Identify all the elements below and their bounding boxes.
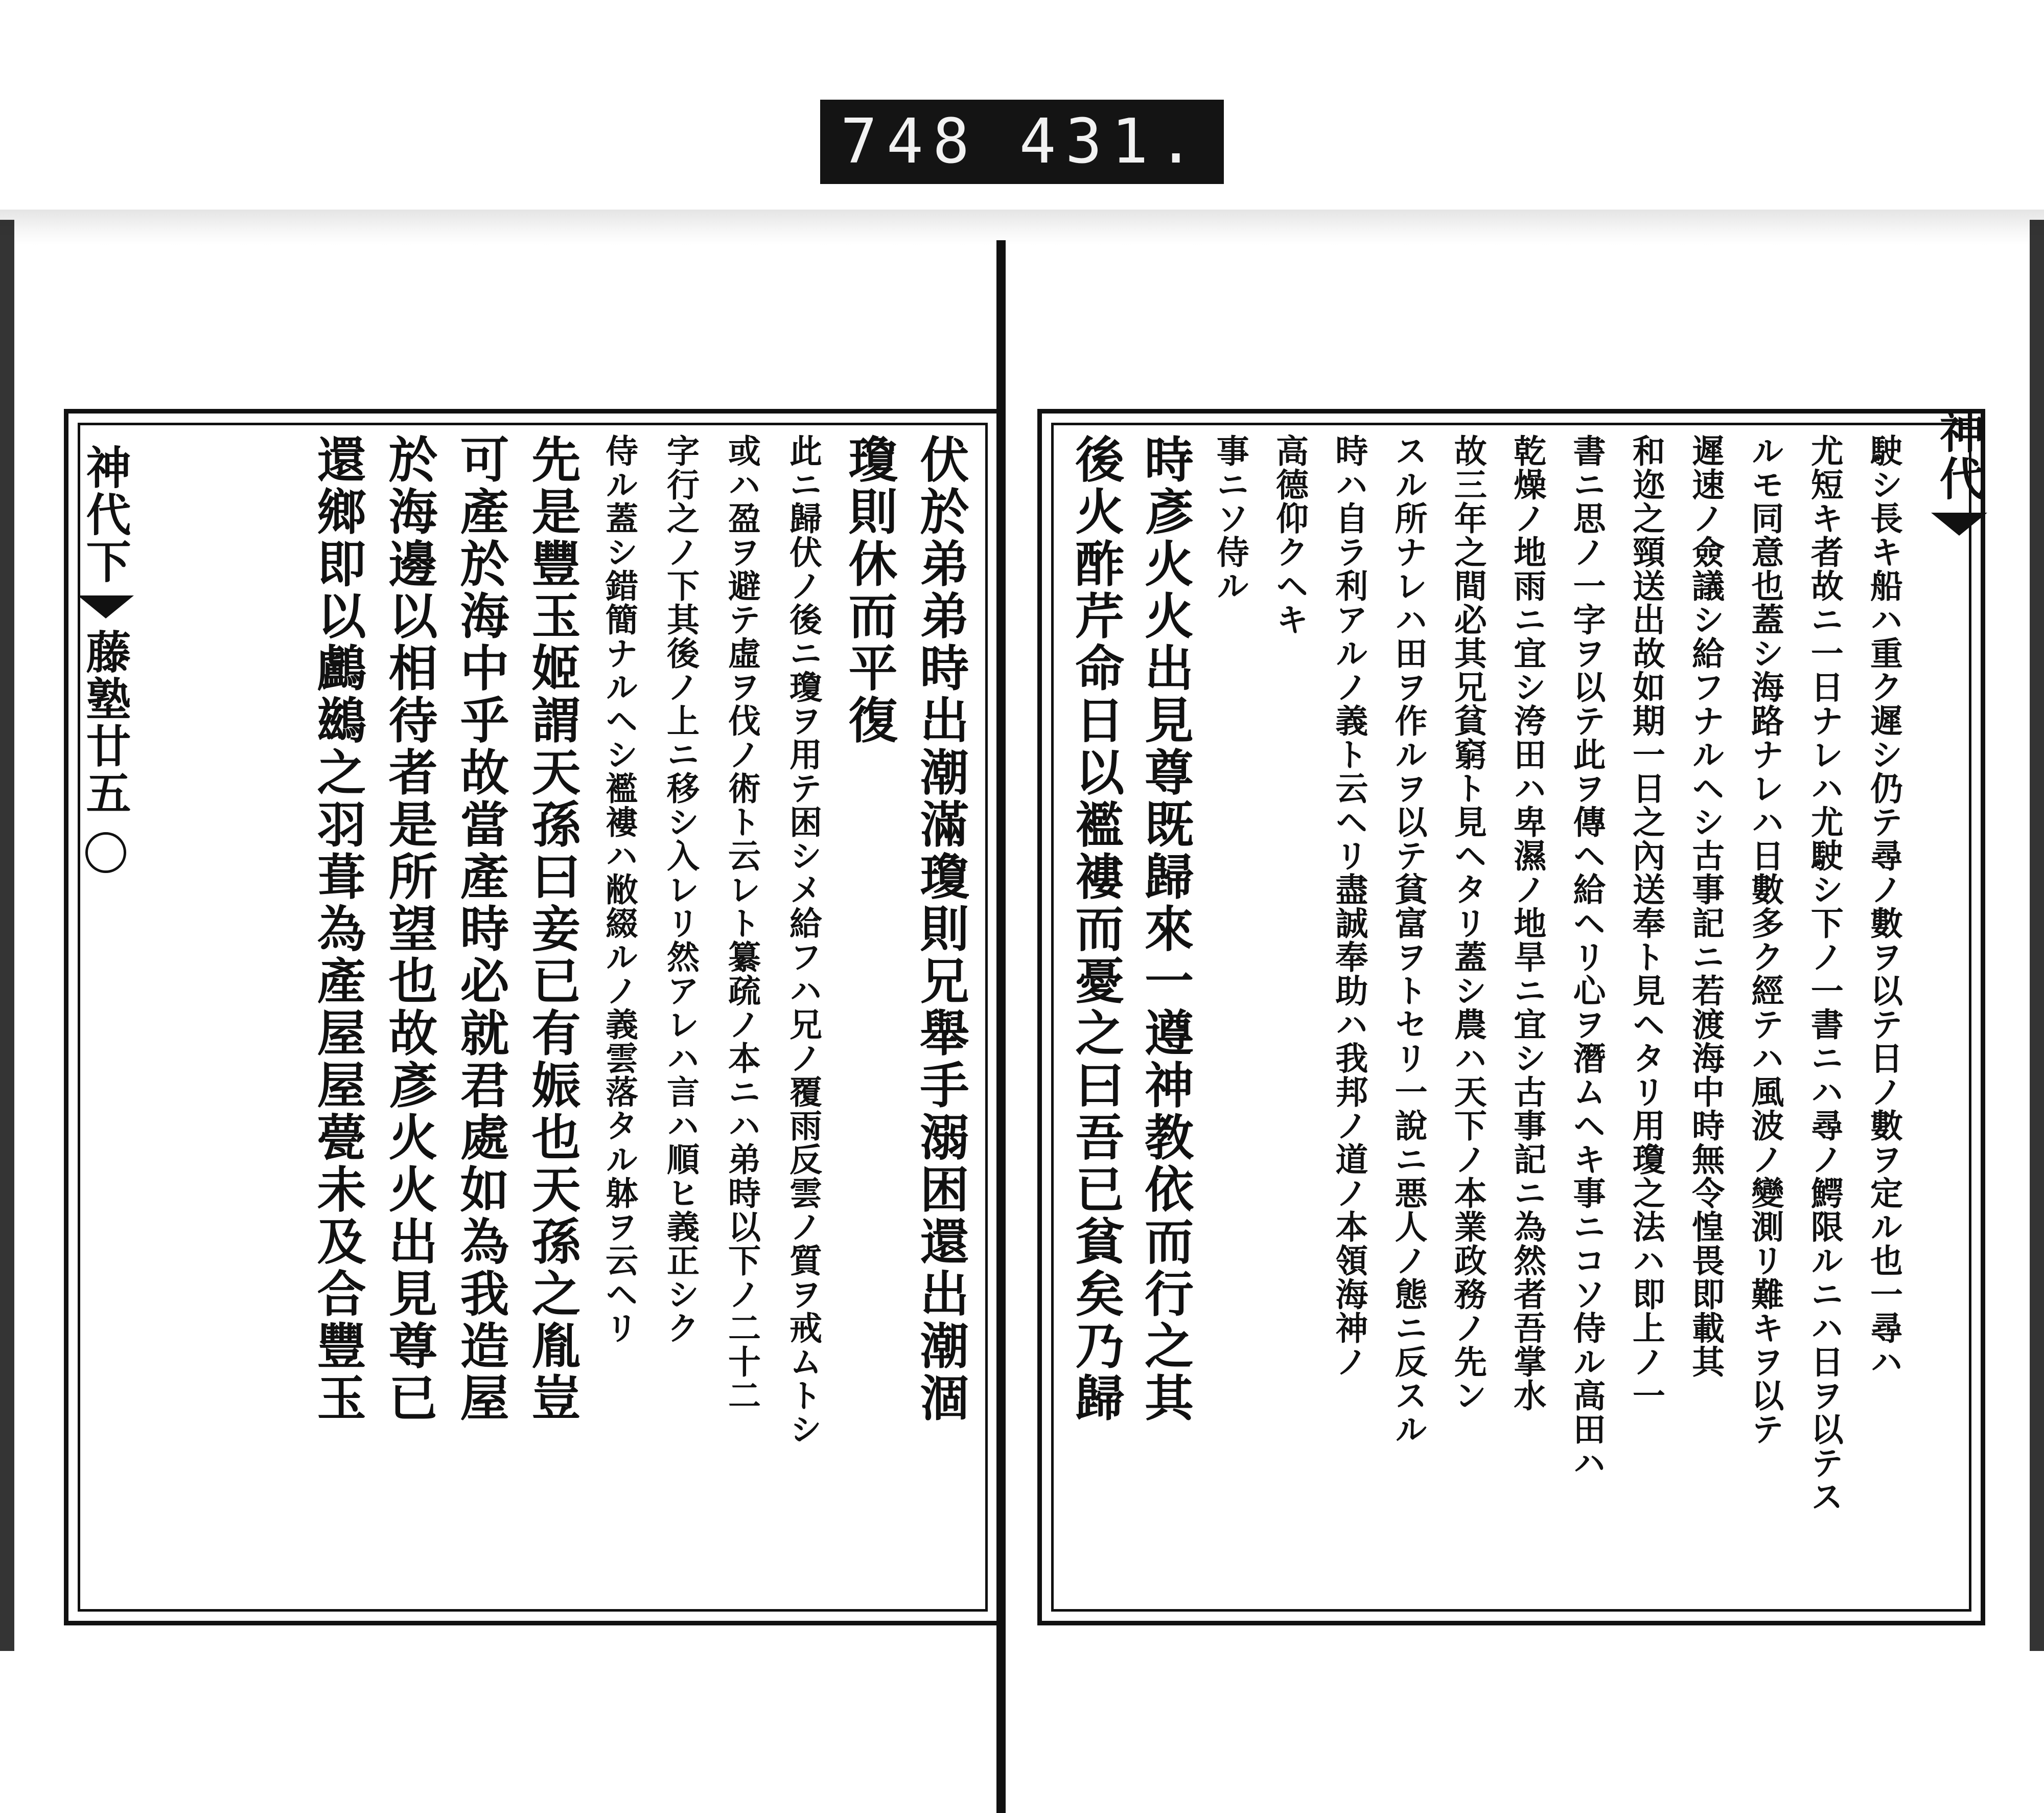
right-book-edge [2030, 220, 2044, 1651]
left-margin-subtitle: 藤塾廿五 [79, 629, 132, 817]
text-column: 故三年之間必其兄貧窮ト見ヘタリ蓋シ農ハ天下ノ本業政務ノ先ン [1448, 434, 1487, 1412]
text-column: 事ニソ侍ル [1211, 434, 1249, 603]
text-column: 時彥火火出見尊既歸來一遵神教依而行之其 [1136, 434, 1195, 1425]
text-column: 時ハ自ラ利アルノ義ト云ヘリ盡誠奉助ハ我邦ノ道ノ本領海神ノ [1330, 434, 1368, 1379]
left-margin-title: 神代下 [79, 444, 132, 585]
left-page [64, 409, 1002, 1625]
text-column: 駛シ長キ船ハ重ク遲シ仍テ尋ノ數ヲ以テ日ノ數ヲ定ル也一尋ハ [1865, 434, 1903, 1379]
circle-mark-icon [85, 832, 126, 873]
fish-tail-ornament-icon [78, 595, 134, 618]
right-page [1037, 409, 1985, 1625]
right-text-columns [1062, 434, 1914, 1600]
text-column: 瓊則休而平復 [841, 434, 898, 747]
page-top-shadow [0, 210, 2044, 245]
right-page-margin [1927, 408, 1991, 546]
text-column: 侍ル蓋シ錯簡ナルヘシ襤褸ハ敝綴ルノ義雲落タル躰ヲ云ヘリ [600, 434, 638, 1345]
text-column: 或ハ盈ヲ避テ虛ヲ伐ノ術ト云レト纂疏ノ本ニハ弟時以下ノ二十二 [723, 434, 761, 1412]
text-column: ルモ同意也蓋シ海路ナレハ日數多ク經テハ風波ノ變測リ難キヲ以テ [1746, 434, 1784, 1446]
text-column: 和迩之頸送出故如期一日之內送奉ト見ヘタリ用瓊之法ハ即上ノ一 [1627, 434, 1665, 1412]
text-column: 此ニ歸伏ノ後ニ瓊ヲ用テ困シメ給フハ兄ノ覆雨反雲ノ質ヲ戒ムトシ [784, 434, 822, 1446]
fish-tail-ornament-icon [1931, 513, 1987, 536]
text-column: 可產於海中乎故當產時必就君處如為我造屋 [452, 434, 510, 1425]
left-text-columns [145, 434, 977, 1600]
text-column: 字行之ノ下其後ノ上ニ移シ入レリ然アレハ言ハ順ヒ義正シク [661, 434, 700, 1345]
text-column: 書ニ思ノ一字ヲ以テ此ヲ傳ヘ給ヘリ心ヲ潛ムヘキ事ニコソ侍ル高田ハ [1567, 434, 1606, 1480]
text-column: 遲速ノ僉議シ給フナルヘシ古事記ニ若渡海中時無令惶畏即載其 [1686, 434, 1725, 1379]
text-column: スル所ナレハ田ヲ作ルヲ以テ貧富ヲトセリ一說ニ悪人ノ態ニ反スル [1389, 434, 1428, 1446]
text-column: 尤短キ者故ニ一日ナレハ尤駛シ下ノ一書ニハ尋ノ鰐限ルニハ日ヲ以テス [1805, 434, 1844, 1513]
text-column: 乾燥ノ地雨ニ宜シ洿田ハ卑濕ノ地旱ニ宜シ古事記ニ為然者吾掌水 [1508, 434, 1547, 1412]
text-column: 伏於弟弟時出潮滿瓊則兄舉手溺困還出潮涸 [912, 434, 970, 1425]
left-page-margin [74, 444, 137, 888]
text-column: 後火酢芹命日以襤褸而憂之曰吾已貧矣乃歸 [1067, 434, 1125, 1425]
left-book-edge [0, 220, 14, 1651]
shelf-number-label [820, 100, 1224, 184]
text-column: 於海邊以相待者是所望也故彥火火出見尊已 [381, 434, 438, 1425]
text-column: 先是豐玉姬謂天孫曰妾已有娠也天孫之胤豈 [524, 434, 582, 1425]
shelf-number-right: 431. [1019, 106, 1204, 177]
text-column: 高德仰クヘキ [1270, 434, 1309, 636]
right-margin-title: 神代 [1932, 408, 1986, 502]
book-gutter [996, 240, 1006, 1813]
text-column: 還鄉即以鸕鷀之羽葺為產屋屋甍未及合豐玉 [309, 434, 367, 1425]
shelf-number-left: 748 [840, 106, 979, 177]
